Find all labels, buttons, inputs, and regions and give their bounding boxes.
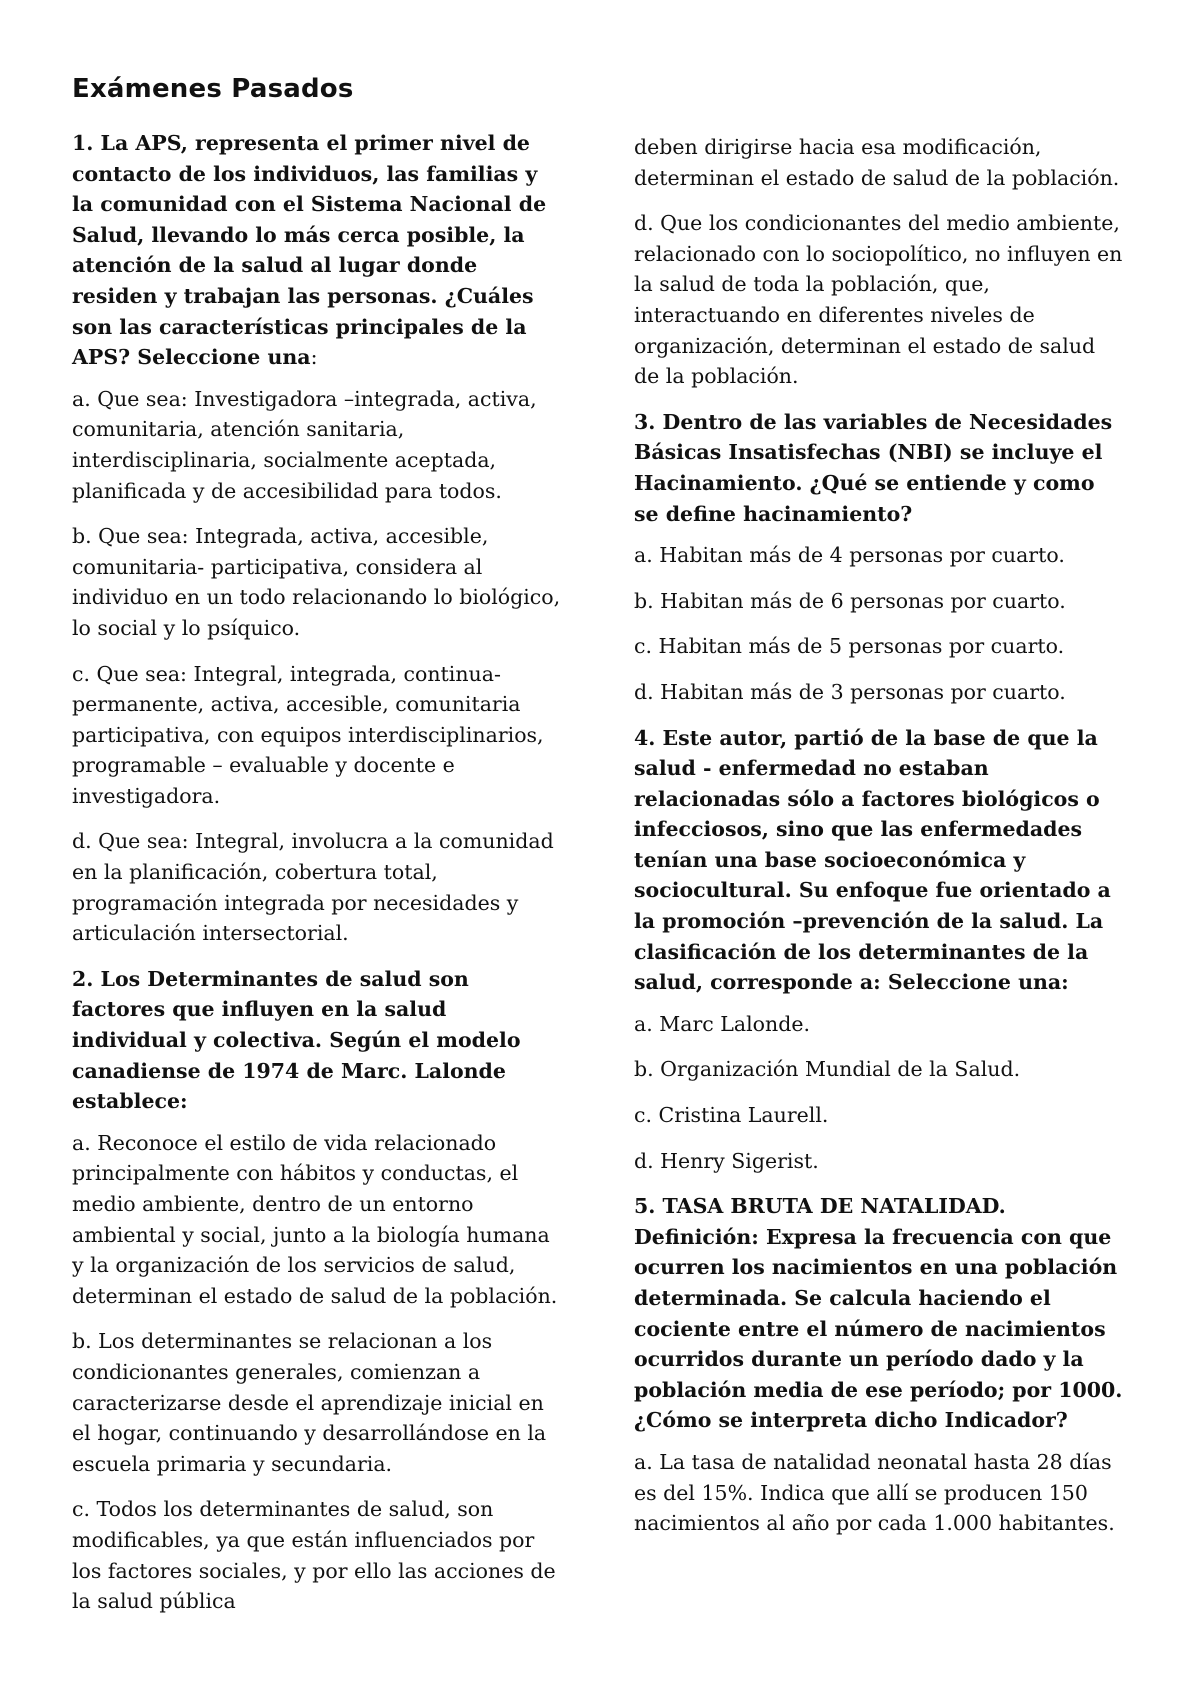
question-5: 5. TASA BRUTA DE NATALIDAD. Definición: Expresa la frecuencia con que ocurren los nacimientos en una población determinada. Se calcula haciendo el cociente entre el número de nacimientos ocurridos durante un período dado y la población media de ese período; por 1000. ¿Cómo se interpreta dicho Indicador?: [634, 1194, 1123, 1433]
question-4-option-b: b. Organización Mundial de la Salud.: [634, 1057, 1021, 1082]
question-3-option-d: d. Habitan más de 3 personas por cuarto.: [634, 679, 1066, 704]
question-1-option-d: d. Que sea: Integral, involucra a la comunidad en la planificación, cobertura total, programación integrada por necesidades y articulación intersectorial.: [72, 829, 554, 946]
question-4-option-d: d. Henry Sigerist.: [634, 1148, 819, 1173]
question-2-option-c: c. Todos los determinantes de salud, son modificables, ya que están influenciados por los factores sociales, y por ello las acciones de la salud pública: [72, 1497, 556, 1614]
question-2-option-c-continued: deben dirigirse hacia esa modificación, determinan el estado de salud de la población.: [634, 135, 1120, 190]
question-1-option-b: b. Que sea: Integrada, activa, accesible, comunitaria- participativa, considera al individuo en un todo relacionando lo biológico, lo social y lo psíquico.: [72, 524, 561, 640]
question-2: 2. Los Determinantes de salud son factores que influyen en la salud individual y colectiva. Según el modelo canadiense de 1974 de Marc. Lalonde establece:: [72, 966, 521, 1114]
right-column: [634, 132, 1124, 1554]
question-2-option-b: b. Los determinantes se relacionan a los condicionantes generales, comienzan a caracterizarse desde el aprendizaje inicial en el hogar, continuando y desarrollándose en la escuela primaria y secundaria.: [72, 1329, 547, 1476]
question-1-text: 1. La APS, representa el primer nivel de contacto de los individuos, las familias y la comunidad con el Sistema Nacional de Salud, llevando lo más cerca posible, la atención de la salud al lugar donde residen y trabajan las personas. ¿Cuáles son las características principales de la APS? Seleccione una: [72, 131, 547, 370]
question-4-option-c: c. Cristina Laurell.: [634, 1103, 829, 1128]
question-1-suffix: :: [310, 345, 318, 370]
question-3-option-c: c. Habitan más de 5 personas por cuarto.: [634, 634, 1065, 659]
question-3: 3. Dentro de las variables de Necesidades Básicas Insatisfechas (NBI) se incluye el Hacinamiento. ¿Qué se entiende y como se define hacinamiento?: [634, 409, 1113, 526]
question-2-option-d: d. Que los condicionantes del medio ambiente, relacionado con lo sociopolítico, no influyen en la salud de toda la población, que, interactuando en diferentes niveles de organización, determinan el estado de salud de la población.: [634, 211, 1123, 389]
question-3-option-b: b. Habitan más de 6 personas por cuarto.: [634, 588, 1066, 613]
question-4-option-a: a. Marc Lalonde.: [634, 1011, 810, 1036]
left-column: [72, 128, 562, 1632]
question-4: 4. Este autor, partió de la base de que la salud - enfermedad no estaban relacionadas sólo a factores biológicos o infecciosos, sino que las enfermedades tenían una base socioeconómica y sociocultural. Su enfoque fue orientado a la promoción –prevención de la salud. La clasificación de los determinantes de la salud, corresponde a: Seleccione una:: [634, 725, 1111, 995]
question-1-option-c: c. Que sea: Integral, integrada, continua-permanente, activa, accesible, comunitaria participativa, con equipos interdisciplinarios, programable – evaluable y docente e investigadora.: [72, 661, 544, 808]
question-1-option-a: a. Que sea: Investigadora –integrada, activa, comunitaria, atención sanitaria, interdisciplinaria, socialmente aceptada, planificada y de accesibilidad para todos.: [72, 386, 537, 503]
question-2-option-a: a. Reconoce el estilo de vida relacionado principalmente con hábitos y conductas, el medio ambiente, dentro de un entorno ambiental y social, junto a la biología humana y la organización de los servicios de salud, determinan el estado de salud de la población.: [72, 1130, 558, 1308]
page-title: Exámenes Pasados: [72, 74, 354, 104]
question-1: [72, 128, 562, 373]
question-5-option-a: a. La tasa de natalidad neonatal hasta 28 días es del 15%. Indica que allí se producen 150 nacimientos al año por cada 1.000 habitantes.: [634, 1449, 1115, 1536]
question-3-option-a: a. Habitan más de 4 personas por cuarto.: [634, 543, 1065, 568]
